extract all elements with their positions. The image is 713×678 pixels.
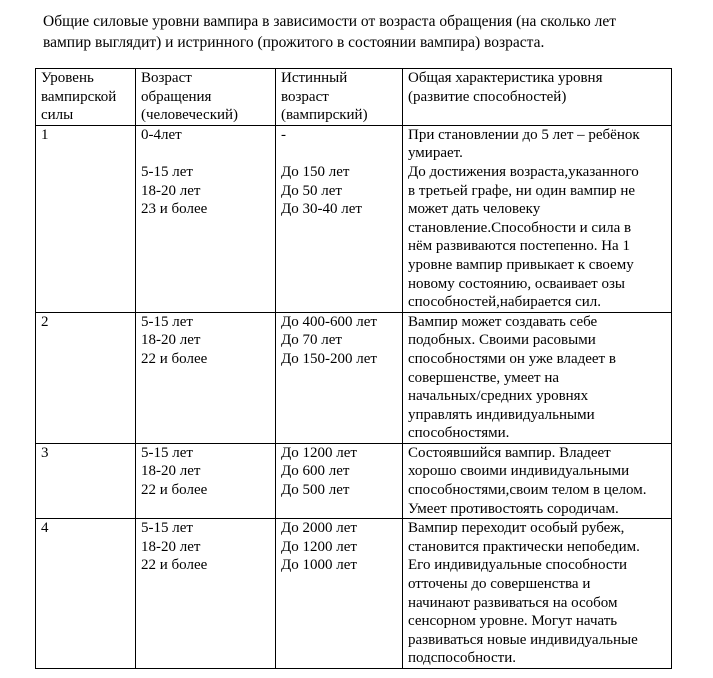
level-cell: 2 [36, 312, 136, 443]
document-title [43, 11, 683, 53]
header-turning-age: Возраст обращения (человеческий) [136, 69, 276, 126]
true-age-cell: До 1200 лет До 600 лет До 500 лет [276, 443, 403, 518]
true-age-cell: - До 150 лет До 50 лет До 30-40 лет [276, 125, 403, 312]
turning-age-cell: 0-4лет 5-15 лет 18-20 лет 23 и более [136, 125, 276, 312]
turning-age-cell: 5-15 лет 18-20 лет 22 и более [136, 443, 276, 518]
level-cell: 3 [36, 443, 136, 518]
description-cell: Вампир может создавать себе подобных. Своими расовыми способностями он уже владеет в совершенстве, умеет на начальных/средних уровнях управлять индивидуальными способностями. [403, 312, 672, 443]
level-cell: 1 [36, 125, 136, 312]
description-cell: Состоявшийся вампир. Владеет хорошо своими индивидуальными способностями,своим телом в целом. Умеет противостоять сородичам. [403, 443, 672, 518]
title-line: вампир выглядит) и истринного (прожитого в состоянии вампира) возраста. [43, 34, 545, 51]
header-true-age: Истинный возраст (вампирский) [276, 69, 403, 126]
header-row [36, 69, 672, 126]
turning-age-cell: 5-15 лет 18-20 лет 22 и более [136, 519, 276, 669]
table-row [36, 519, 672, 669]
description-cell: При становлении до 5 лет – ребёнок умирает. До достижения возраста,указанного в третьей графе, ни один вампир не может дать человеку становление.Способности и сила в нём развиваются постепенно. На 1 уровне вампир привыкает к своему новому состоянию, осваивает озы способностей,набирается сил. [403, 125, 672, 312]
true-age-cell: До 2000 лет До 1200 лет До 1000 лет [276, 519, 403, 669]
title-line: Общие силовые уровни вампира в зависимости от возраста обращения (на сколько лет [43, 13, 617, 30]
true-age-cell: До 400-600 лет До 70 лет До 150-200 лет [276, 312, 403, 443]
table-row [36, 312, 672, 443]
header-level: Уровень вампирской силы [36, 69, 136, 126]
header-description: Общая характеристика уровня (развитие способностей) [403, 69, 672, 126]
vampire-levels-table [35, 68, 672, 669]
table-row [36, 125, 672, 312]
description-cell: Вампир переходит особый рубеж, становится практически непобедим. Его индивидуальные способности отточены до совершенства и начинают развиваться на особом сенсорном уровне. Могут начать развиваться новые индивидуальные подспособности. [403, 519, 672, 669]
level-cell: 4 [36, 519, 136, 669]
turning-age-cell: 5-15 лет 18-20 лет 22 и более [136, 312, 276, 443]
table-row [36, 443, 672, 518]
